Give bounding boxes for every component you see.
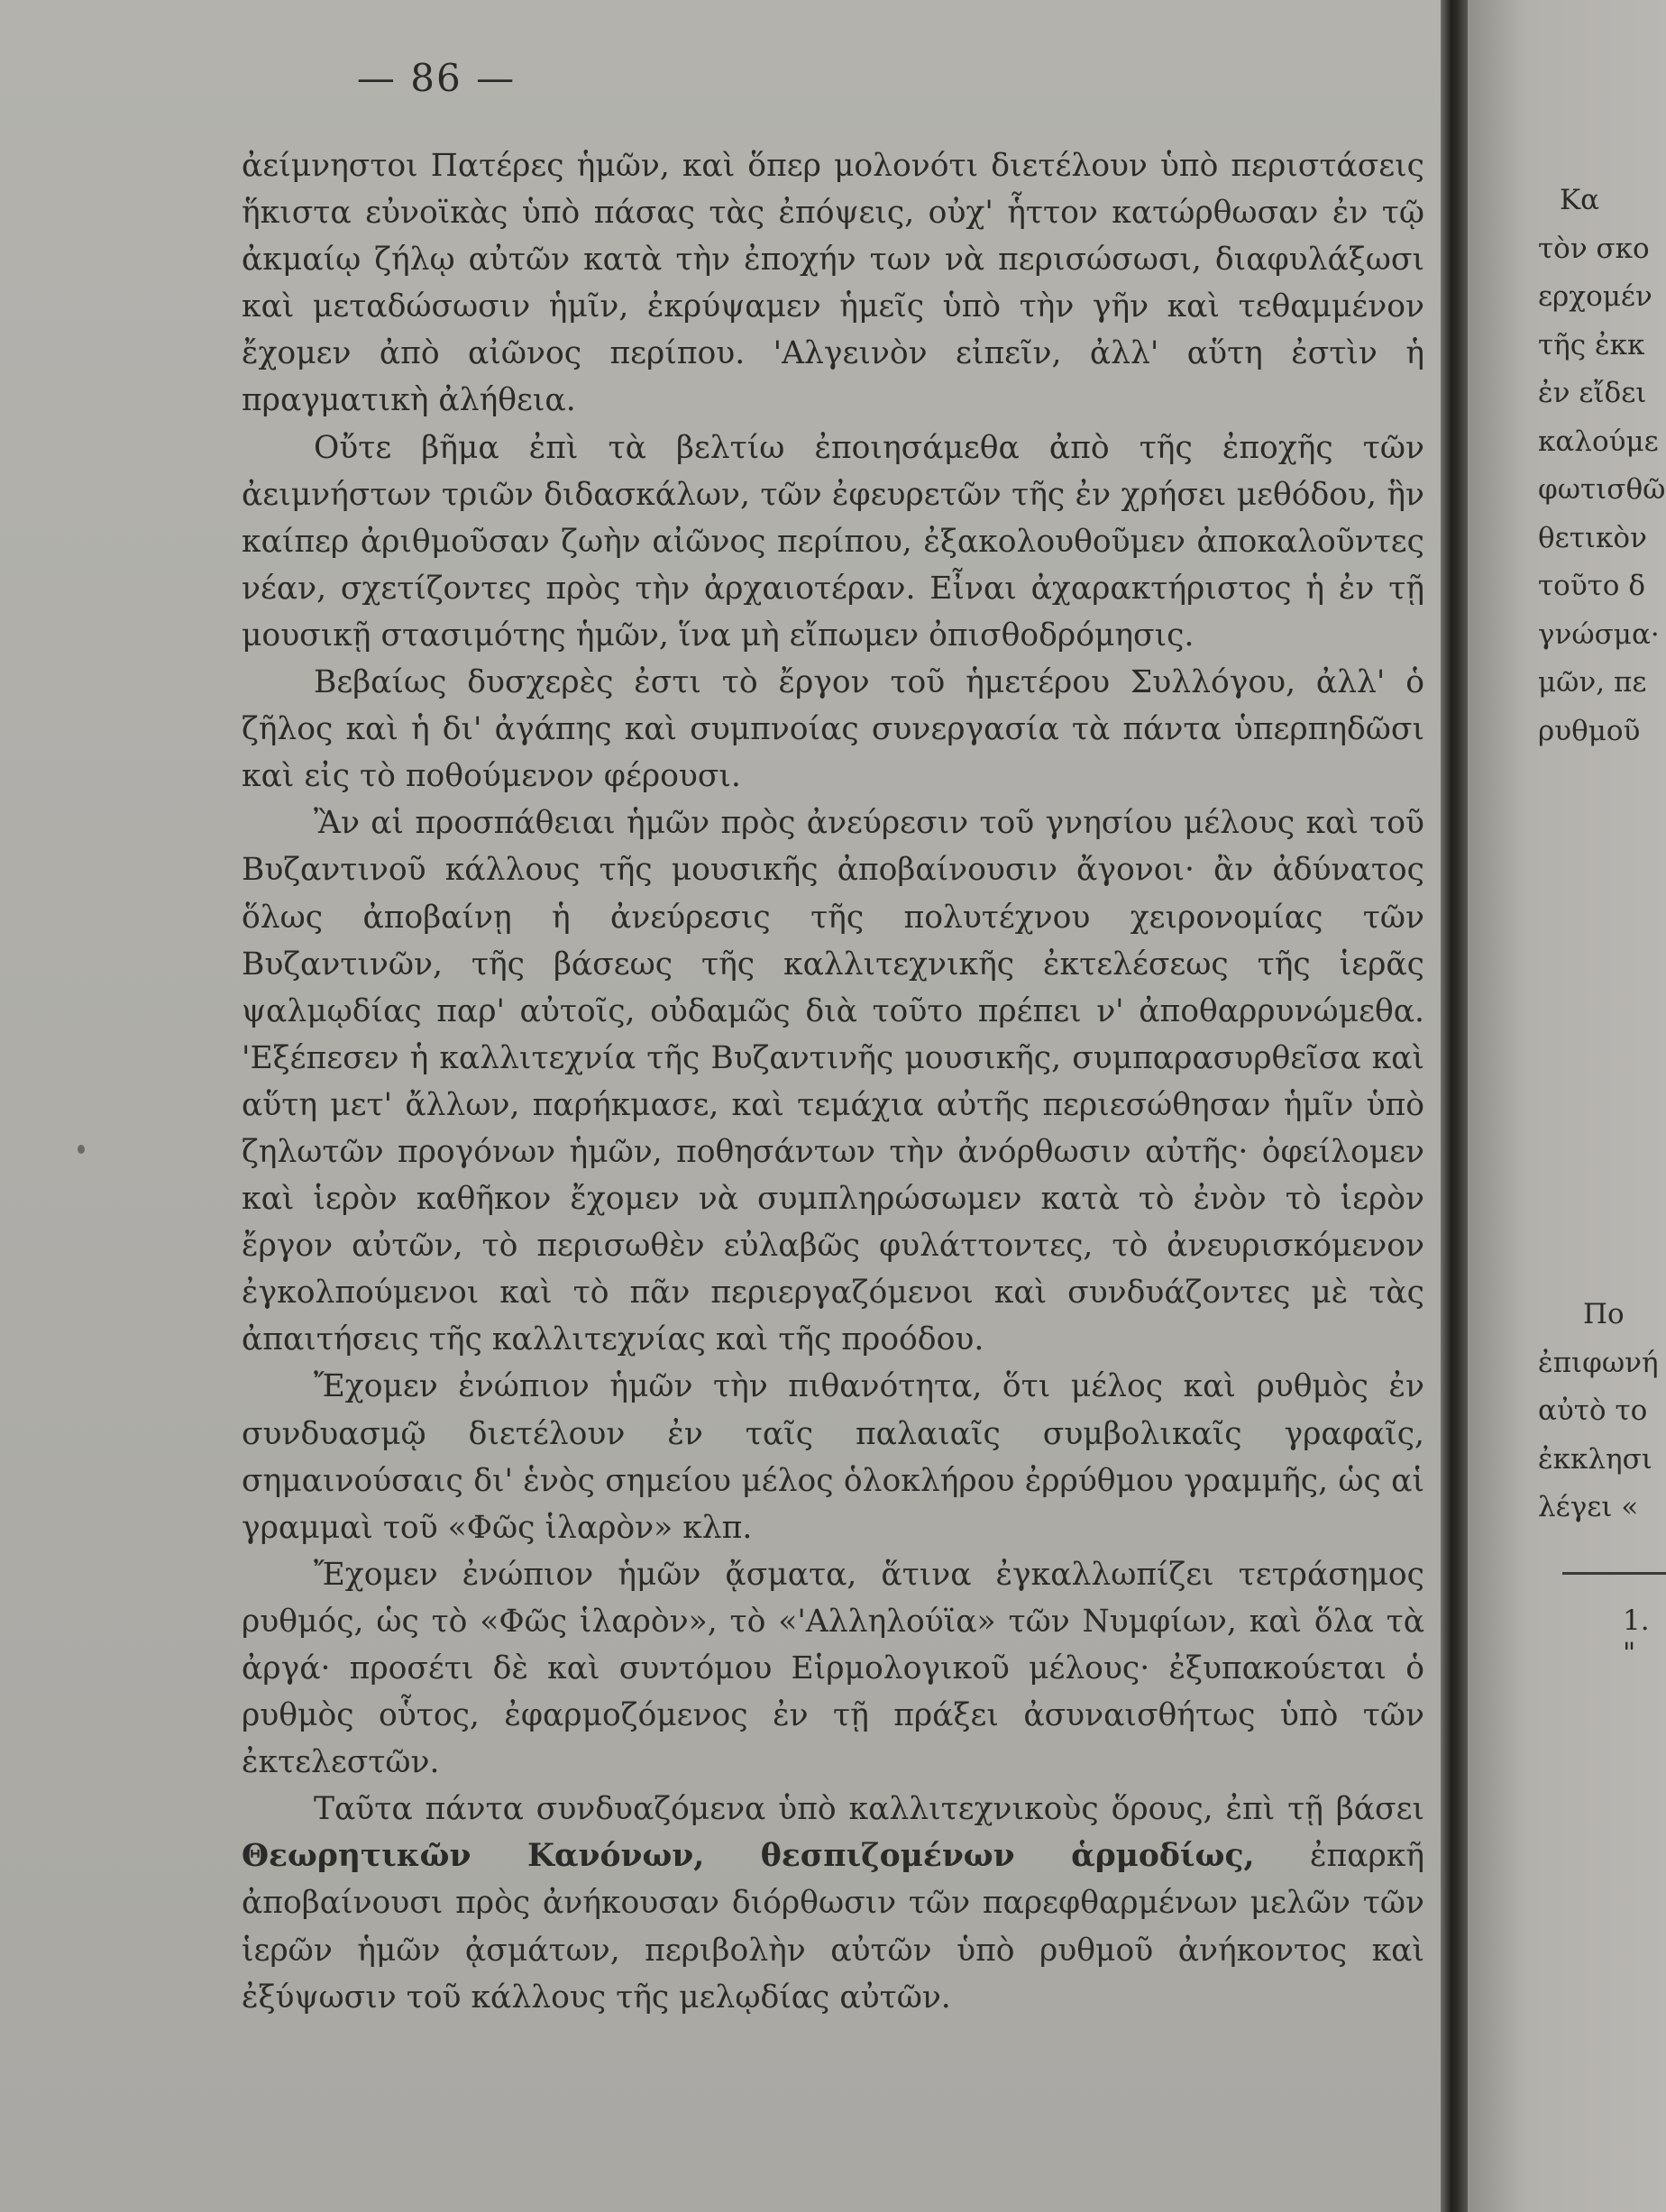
paragraph-7-bold: Θεωρητικῶν Κανόνων, θεσπιζομένων ἁρμοδίως,: [242, 1838, 1255, 1875]
paragraph-7: [242, 1786, 1424, 2020]
page-number-text: — 86 —: [356, 56, 517, 100]
right-line: τοῦτο δ: [1538, 570, 1645, 602]
right-line: Κα: [1560, 184, 1600, 216]
right-line: τῆς ἐκκ: [1538, 328, 1645, 361]
paragraph-4: Ἂν αἱ προσπάθειαι ἡμῶν πρὸς ἀνεύρεσιν τοῦ γνησίου μέλους καὶ τοῦ Βυζαντινοῦ κάλλους τῆς μουσικῆς ἀποβαίνουσιν ἄγονοι· ἂν ἀδύνατος ὅλως ἀποβαίνῃ ἡ ἀνεύρεσις τῆς πολυτέχνου χειρονομίας τῶν Βυζαντινῶν, τῆς βάσεως τῆς καλλιτεχνικῆς ἐκτελέσεως τῆς ἱερᾶς ψαλμῳδίας παρ' αὐτοῖς, οὐδαμῶς διὰ τοῦτο πρέπει ν' ἀποθαρρυνώμεθα. 'Εξέπεσεν ἡ καλλιτεχνία τῆς Βυζαντινῆς μουσικῆς, συμπαρασυρθεῖσα καὶ αὕτη μετ' ἄλλων, παρήκμασε, καὶ τεμάχια αὐτῆς περιεσώθησαν ἡμῖν ὑπὸ ζηλωτῶν προγόνων ἡμῶν, ποθησάντων τὴν ἀνόρθωσιν αὐτῆς· ὀφείλομεν καὶ ἱερὸν καθῆκον ἔχομεν νὰ συμπληρώσωμεν κατὰ τὸ ἐνὸν τὸ ἱερὸν ἔργον αὐτῶν, τὸ περισωθὲν εὐλαβῶς φυλάττοντες, τὸ ἀνευρισκόμενον ἐγκολπούμενοι καὶ τὸ πᾶν περιεργαζόμενοι καὶ συνδυάζοντες μὲ τὰς ἀπαιτήσεις τῆς καλλιτεχνίας καὶ τῆς προόδου.: [242, 805, 1424, 1358]
right-line: λέγει «: [1538, 1491, 1639, 1523]
right-line: φωτισθῶ: [1538, 473, 1666, 506]
right-line: ἐκκλησι: [1538, 1442, 1652, 1476]
paragraph-1: ἀείμνηστοι Πατέρες ἡμῶν, καὶ ὅπερ μολονότι διετέλουν ὑπὸ περιστάσεις ἥκιστα εὐνοϊκὰς ὑπὸ πάσας τὰς ἐπόψεις, οὐχ' ἧττον κατώρθωσαν ἐν τῷ ἀκμαίῳ ζήλῳ αὐτῶν κατὰ τὴν ἐποχήν των νὰ περισώσωσι, διαφυλάξωσι καὶ μεταδώσωσιν ἡμῖν, ἐκρύψαμεν ἡμεῖς ὑπὸ τὴν γῆν καὶ τεθαμμένον ἔχομεν ἀπὸ αἰῶνος περίπου. 'Αλγεινὸν εἰπεῖν, ἀλλ' αὕτη ἐστὶν ἡ πραγματικὴ ἀλήθεια.: [242, 148, 1424, 419]
right-page-edge: [1468, 0, 1666, 2212]
paper-speck: [78, 1145, 85, 1154]
right-line: αὐτὸ το: [1538, 1394, 1648, 1427]
page-body: [242, 142, 1424, 2021]
paragraph-3: Βεβαίως δυσχερὲς ἐστι τὸ ἔργον τοῦ ἡμετέρου Συλλόγου, ἀλλ' ὁ ζῆλος καὶ ἡ δι' ἀγάπης καὶ συμπνοίας συνεργασία τὰ πάντα ὑπερπηδῶσι καὶ εἰς τὸ ποθούμενον φέρουσι.: [242, 664, 1424, 795]
footnote-mark: 1. ": [1623, 1604, 1650, 1669]
paragraph-7-end: ἐπαρκῆ ἀποβαίνουσι πρὸς ἀνήκουσαν διόρθωσιν τῶν παρεφθαρμένων μελῶν τῶν ἱερῶν ἡμῶν ᾀσμάτων, περιβολὴν αὐτῶν ὑπὸ ρυθμοῦ ἀνήκοντος καὶ ἐξύψωσιν τοῦ κάλλους τῆς μελῳδίας αὐτῶν.: [242, 1838, 1425, 2015]
right-line: ἐπιφωνή: [1538, 1346, 1659, 1379]
paragraph-7-start: Ταῦτα πάντα συνδυαζόμενα ὑπὸ καλλιτεχνικοὺς ὅρους, ἐπὶ τῇ βάσει: [314, 1791, 1424, 1828]
right-line: μῶν, πε: [1538, 666, 1647, 699]
right-line: θετικὸν: [1538, 521, 1647, 554]
paragraph-5: Ἔχομεν ἐνώπιον ἡμῶν τὴν πιθανότητα, ὅτι μέλος καὶ ρυθμὸς ἐν συνδυασμῷ διετέλουν ἐν ταῖς παλαιαῖς συμβολικαῖς γραφαῖς, σημαινούσαις δι' ἑνὸς σημείου μέλος ὁλοκλήρου ἐρρύθμου γραμμῆς, ὡς αἱ γραμμαὶ τοῦ «Φῶς ἱλαρὸν» κλπ.: [242, 1368, 1424, 1546]
right-line: γνώσμα·: [1538, 617, 1660, 651]
right-page-lines-bottom: [1538, 1291, 1666, 1532]
right-line: ἐν εἴδει: [1538, 377, 1647, 409]
paragraph-2: Οὔτε βῆμα ἐπὶ τὰ βελτίω ἐποιησάμεθα ἀπὸ τῆς ἐποχῆς τῶν ἀειμνήστων τριῶν διδασκάλων, τῶν ἐφευρετῶν τῆς ἐν χρήσει μεθόδου, ἣν καίπερ ἀριθμοῦσαν ζωὴν αἰῶνος περίπου, ἐξακολουθοῦμεν ἀποκαλοῦντες νέαν, σχετίζοντες πρὸς τὴν ἀρχαιοτέραν. Εἶναι ἀχαρακτήριστος ἡ ἐν τῇ μουσικῇ στασιμότης ἡμῶν, ἵνα μὴ εἴπωμεν ὀπισθοδρόμησις.: [242, 429, 1424, 654]
right-line: ερχομέν: [1538, 280, 1652, 313]
paragraph-6: Ἔχομεν ἐνώπιον ἡμῶν ᾄσματα, ἅτινα ἐγκαλλωπίζει τετράσημος ρυθμός, ὡς τὸ «Φῶς ἱλαρὸν», τὸ «'Αλληλούϊα» τῶν Νυμφίων, καὶ ὅλα τὰ ἀργά· προσέτι δὲ καὶ συντόμου Εἱρμολογικοῦ μέλους· ἐξυπακούεται ὁ ρυθμὸς οὗτος, ἐφαρμοζόμενος ἐν τῇ πράξει ἀσυναισθήτως ὑπὸ τῶν ἐκτελεστῶν.: [242, 1556, 1424, 1781]
right-line: ρυθμοῦ: [1538, 714, 1641, 747]
right-line: καλούμε: [1538, 425, 1659, 458]
book-gutter: [1441, 0, 1468, 2212]
right-line: Πο: [1583, 1298, 1625, 1330]
page-number: [0, 56, 1666, 100]
right-page-lines-top: [1538, 177, 1666, 755]
right-line: τὸν σκο: [1538, 232, 1650, 265]
footnote-rule: [1562, 1572, 1666, 1575]
